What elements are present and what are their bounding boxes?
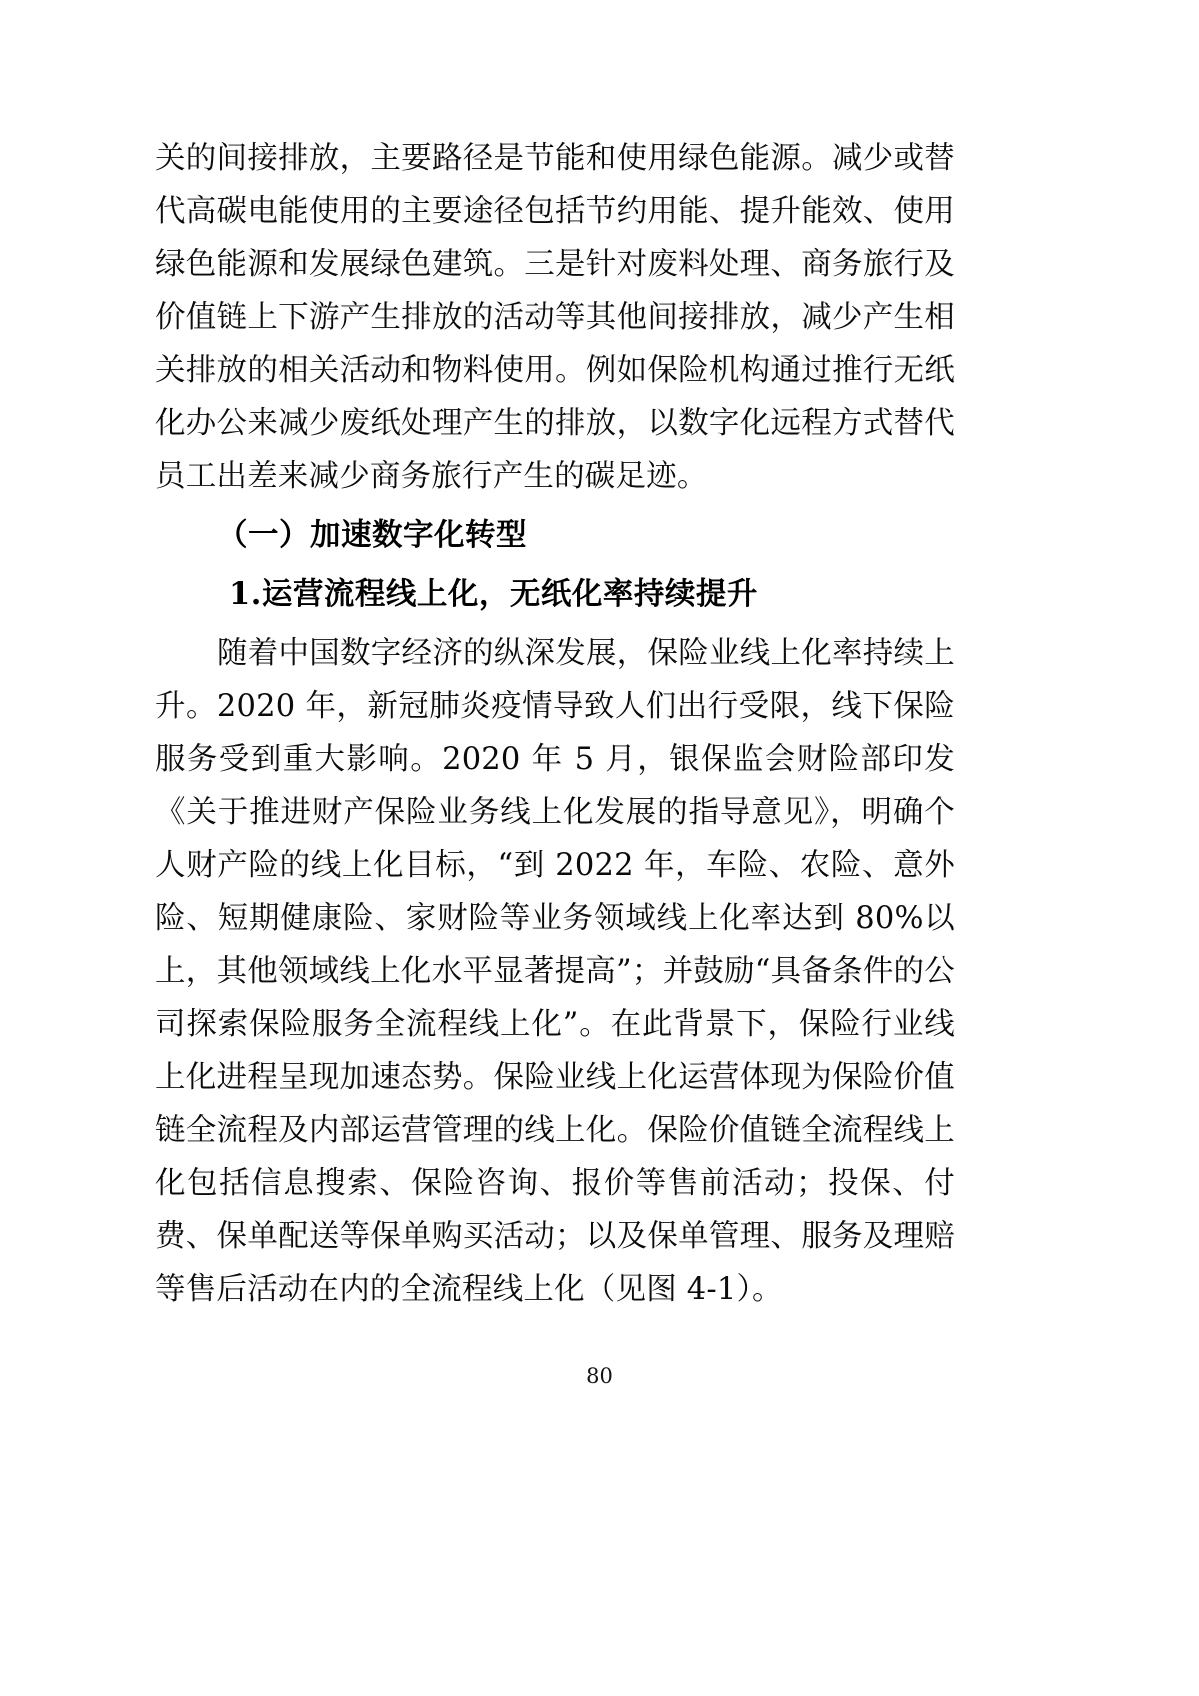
body-paragraph-2: 随着中国数字经济的纵深发展，保险业线上化率持续上升。2020 年，新冠肺炎疫情导致人们出行受限，线下保险服务受到重大影响。2020 年 5 月，银保监会财险部印发《关于推进财产保险业务线上化发展的指导意见》，明确个人财产险的线上化目标，“到 2022 年，车险、农险、意外险、短期健康险、家财险等业务领域线上化率达到 80%以上，其他领域线上化水平显著提高”；并鼓励“具备条件的公司探索保险服务全流程线上化”。在此背景下，保险行业线上化进程呈现加速态势。保险业线上化运营体现为保险价值链全流程及内部运营管理的线上化。保险价值链全流程线上化包括信息搜索、保险咨询、报价等售前活动；投保、付费、保单配送等保单购买活动；以及保单管理、服务及理赔等售后活动在内的全流程线上化（见图 4-1）。 bbox=[155, 636, 955, 1307]
page-number: 80 bbox=[586, 1364, 613, 1388]
body-paragraph-1: 关的间接排放，主要路径是节能和使用绿色能源。减少或替代高碳电能使用的主要途径包括节约用能、提升能效、使用绿色能源和发展绿色建筑。三是针对废料处理、商务旅行及价值链上下游产生排放的活动等其他间接排放，减少产生相关排放的相关活动和物料使用。例如保险机构通过推行无纸化办公来减少废纸处理产生的排放，以数字化远程方式替代员工出差来减少商务旅行产生的碳足迹。 bbox=[155, 141, 955, 494]
page-content bbox=[155, 132, 955, 1316]
section-heading-level-1: （一）加速数字化转型 bbox=[217, 517, 527, 553]
section-heading-level-2: 1.运营流程线上化，无纸化率持续提升 bbox=[229, 576, 758, 612]
